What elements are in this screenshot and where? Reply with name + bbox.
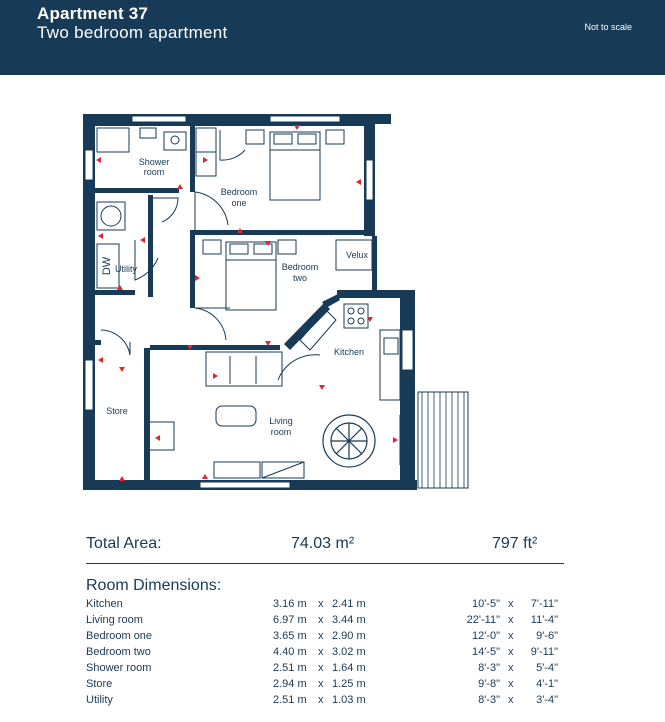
wall-kitchen-right — [400, 290, 415, 490]
dimension-row — [86, 646, 566, 662]
imperial-length: 22'-11" — [466, 614, 500, 626]
floor-plan — [0, 75, 665, 515]
dimension-row — [86, 694, 566, 710]
metric-length: 3.65 m — [273, 630, 307, 642]
imperial-length: 10'-5" — [471, 598, 500, 610]
metric-times: x — [318, 598, 324, 610]
imperial-times: x — [508, 614, 514, 626]
imperial-length: 8'-3" — [478, 694, 500, 706]
metric-times: x — [318, 614, 324, 626]
metric-width: 1.03 m — [332, 694, 366, 706]
dimension-row — [86, 614, 566, 630]
label-velux: Velux — [345, 250, 369, 260]
label-dw: DW — [101, 256, 113, 276]
label-bedroom-two-line2: two — [292, 273, 308, 283]
imperial-length: 9'-8" — [478, 678, 500, 690]
imperial-width: 3'-4" — [536, 694, 558, 706]
wall-store-right — [144, 348, 150, 480]
imperial-times: x — [508, 662, 514, 674]
label-store: Store — [106, 406, 128, 416]
label-utility: Utility — [115, 264, 137, 274]
wall-kitchen-angle — [284, 303, 330, 350]
total-area-metric: 74.03 m² — [291, 535, 355, 552]
imperial-width: 4'-1" — [536, 678, 558, 690]
room-name: Living room — [86, 614, 143, 626]
label-shower-line2: room — [143, 167, 165, 177]
label-living-line1: Living — [269, 416, 293, 426]
room-name: Shower room — [86, 662, 152, 674]
imperial-length: 14'-5" — [471, 646, 500, 658]
wall-bed1-bottom — [195, 230, 365, 235]
wall-bed2-left — [190, 230, 195, 308]
dimension-row — [86, 678, 566, 694]
metric-width: 2.90 m — [332, 630, 366, 642]
metric-times: x — [318, 630, 324, 642]
room-name: Bedroom two — [86, 646, 151, 658]
total-area-imperial: 797 ft² — [492, 535, 538, 552]
imperial-width: 9'-11" — [530, 646, 558, 658]
wall-corridor-left — [148, 195, 153, 297]
imperial-length: 12'-0" — [471, 630, 500, 642]
metric-width: 3.02 m — [332, 646, 366, 658]
metric-length: 2.51 m — [273, 694, 307, 706]
scale-note: Not to scale — [584, 22, 632, 32]
wall-shower-bottom — [95, 188, 179, 193]
imperial-times: x — [508, 694, 514, 706]
apartment-title: Apartment 37 — [37, 4, 149, 23]
imperial-times: x — [508, 630, 514, 642]
room-dimensions-title: Room Dimensions: — [86, 577, 222, 594]
room-dimensions-table — [86, 598, 566, 710]
room-name: Utility — [86, 694, 113, 706]
imperial-width: 5'-4" — [536, 662, 558, 674]
wall-kitchen-angle-2 — [322, 294, 340, 308]
metric-length: 4.40 m — [273, 646, 307, 658]
total-area-row — [86, 535, 564, 564]
label-bedroom-one-line2: one — [231, 198, 247, 208]
room-name: Bedroom one — [86, 630, 153, 642]
metric-width: 1.64 m — [332, 662, 366, 674]
metric-times: x — [318, 678, 324, 690]
metric-times: x — [318, 646, 324, 658]
label-bedroom-two-line1: Bedroom — [281, 262, 319, 272]
wall-bed1-left — [190, 126, 195, 192]
metric-length: 3.16 m — [273, 598, 307, 610]
dimension-row — [86, 630, 566, 646]
label-bedroom-one-line1: Bedroom — [220, 187, 258, 197]
imperial-width: 11'-4" — [530, 614, 558, 626]
wall-utility-bottom — [95, 290, 135, 295]
metric-length: 6.97 m — [273, 614, 307, 626]
wall-store-top — [83, 340, 101, 345]
metric-width: 3.44 m — [332, 614, 366, 626]
imperial-width: 9'-6" — [536, 630, 558, 642]
imperial-times: x — [508, 678, 514, 690]
dimension-row — [86, 598, 566, 614]
header-banner — [0, 0, 665, 75]
dimension-row — [86, 662, 566, 678]
label-kitchen: Kitchen — [333, 347, 365, 357]
imperial-width: 7'-11" — [530, 598, 558, 610]
imperial-length: 8'-3" — [478, 662, 500, 674]
room-name: Kitchen — [86, 598, 123, 610]
label-shower-line1: Shower — [138, 157, 170, 167]
apartment-subtitle: Two bedroom apartment — [37, 23, 228, 42]
metric-times: x — [318, 694, 324, 706]
metric-times: x — [318, 662, 324, 674]
wall-velux-right — [372, 236, 377, 290]
label-living-line2: room — [270, 427, 292, 437]
metric-length: 2.51 m — [273, 662, 307, 674]
metric-width: 1.25 m — [332, 678, 366, 690]
wall-living-top — [150, 345, 280, 350]
metric-width: 2.41 m — [332, 598, 366, 610]
room-name: Store — [86, 678, 113, 690]
imperial-times: x — [508, 646, 514, 658]
imperial-times: x — [508, 598, 514, 610]
wall-right-step — [375, 114, 391, 124]
total-area-label: Total Area: — [86, 535, 162, 552]
wall-kitchen-top — [337, 290, 415, 298]
metric-length: 2.94 m — [273, 678, 307, 690]
